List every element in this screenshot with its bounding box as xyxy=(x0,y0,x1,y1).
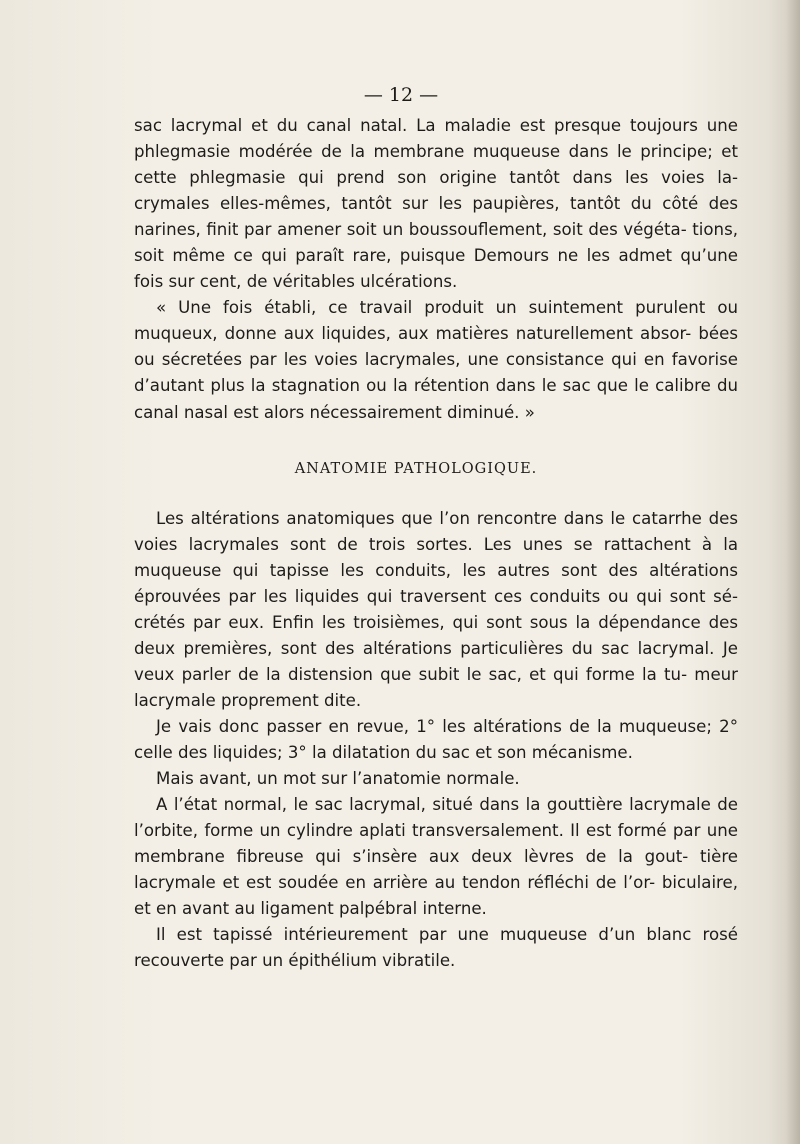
paragraph-6: A l’état normal, le sac lacrymal, situé dans la gouttière lacrymale de l’orbite, forme un cylindre aplati transversalement. Il est formé par une membrane fibreuse qui s’insère aux deux lèvres de la gout- tière lacrymale et est soudée en arrière au tendon réfléchi de l’or- biculaire, et en avant au ligament palpébral interne. xyxy=(134,795,738,919)
paragraph-4: Je vais donc passer en revue, 1° les altérations de la muqueuse; 2° celle des liquides; 3° la dilatation du sac et son mécanisme. xyxy=(134,716,738,762)
section-heading: ANATOMIE PATHOLOGIQUE. xyxy=(294,460,538,477)
page-text-block xyxy=(134,80,738,974)
paragraph-5: Mais avant, un mot sur l’anatomie normale. xyxy=(156,769,520,789)
page-number: — 12 — xyxy=(363,84,439,106)
paragraph-3: Les altérations anatomiques que l’on rencontre dans le catarrhe des voies lacrymales sont de trois sortes. Les unes se rattachent à la muqueuse qui tapisse les conduits, les autres sont des altérations éprouvées par les liquides qui traversent ces conduits ou qui sont sé- crétés par eux. Enfin les troisièmes, qui sont sous la dépendance des deux premières, sont des altérations particulières du sac lacrymal. Je veux parler de la distension que subit le sac, et qui forme la tu- meur lacrymale proprement dite. xyxy=(134,508,738,710)
paragraph-1: sac lacrymal et du canal natal. La maladie est presque toujours une phlegmasie modérée de la membrane muqueuse dans le principe; et cette phlegmasie qui prend son origine tantôt dans les voies la- crymales elles-mêmes, tantôt sur les paupières, tantôt du côté des narines, finit par amener soit un boussouflement, soit des végéta- tions, soit même ce qui paraît rare, puisque Demours ne les admet qu’une fois sur cent, de véritables ulcérations. xyxy=(134,116,738,292)
paragraph-2: « Une fois établi, ce travail produit un suintement purulent ou muqueux, donne aux liquides, aux matières naturellement absor- bées ou sécretées par les voies lacrymales, une consistance qui en favorise d’autant plus la stagnation ou la rétention dans le sac que le calibre du canal nasal est alors nécessairement diminué. » xyxy=(134,298,738,422)
paragraph-7: Il est tapissé intérieurement par une muqueuse d’un blanc rosé recouverte par un épithélium vibratile. xyxy=(134,925,738,971)
page-edge-shadow xyxy=(786,0,800,1144)
